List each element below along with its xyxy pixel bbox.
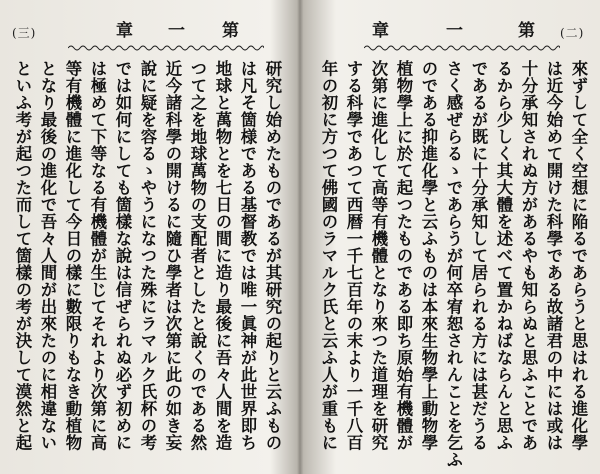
left-page <box>0 0 296 474</box>
left-text-column-5: 近今諸科學の開けるに隨ひ學者は次第に此の如き妄 <box>163 60 182 451</box>
left-text-column-1: 研究し始めたものであるが其研究の起りと云ふもの <box>263 60 282 451</box>
left-text-column-3: 地球と萬物とを七日の間に造り最後に吾々人間を造 <box>213 60 232 451</box>
right-text-column-7: のである抑進化學と云ふものは本來生物學上動物學 <box>419 60 438 451</box>
left-header-title-char-1: 章 <box>116 21 133 41</box>
left-text-column-8: は極めて下等なる有機體が生じてそれより次第に高 <box>88 60 107 451</box>
right-header-title-char-2: 一 <box>446 21 463 41</box>
right-text-column-1: 來ずして全く空想に陥るであらうと思はれる進化學 <box>569 60 588 451</box>
left-header-ornament-rule <box>68 44 264 52</box>
right-header-ornament-rule <box>364 44 560 52</box>
right-page <box>304 0 600 474</box>
left-text-column-9: 等有機體に進化して今日の樣に數限りもなき動植物 <box>63 60 82 451</box>
right-text-column-3: 十分承知されぬ方があるやも知らぬと思ふことであ <box>519 60 538 451</box>
right-text-column-2: は近今始めて開けた科學である故諸君の中には或は <box>544 60 563 451</box>
right-text-column-8: 植物學上に於て起つたものである即ち原始有機體が <box>394 60 413 451</box>
left-page-number: (三) <box>12 26 37 40</box>
left-text-column-4: つて之を地球萬物の支配者としたと說くのである然 <box>188 60 207 451</box>
left-text-column-11: といふ考が起つた而して箇樣の考が決して漠然と起 <box>13 60 32 451</box>
right-running-header <box>312 10 592 52</box>
left-running-header <box>8 10 288 52</box>
left-text-column-2: は凡そ箇様である基督教では唯一眞神が此世界即ち <box>238 60 257 451</box>
right-header-title-char-3: 第 <box>518 21 535 41</box>
right-text-column-6: さく感ぜらるゝであらうが何卒宥恕されんことを乞ふ <box>444 60 463 468</box>
left-text-column-7: では如何にしても箇樣な說は信ぜられぬ必ず初めに <box>113 60 132 451</box>
right-text-column-5: であるが既に十分承知して居られる方には甚だうる <box>469 60 488 451</box>
left-header-title-char-2: 一 <box>168 21 185 41</box>
left-header-title-char-3: 第 <box>222 21 239 41</box>
left-text-column-10: となり最後の進化で吾々人間が出來たのに相違ない <box>38 60 57 451</box>
left-text-column-6: 說に疑を容るゝやうになつた殊にラマルク氏杯の考 <box>138 60 157 451</box>
right-text-column-11: 年の初に方つて佛國のラマルク氏と云ふ人が重もに <box>319 60 338 451</box>
right-text-column-4: るから少しく其大體を述べて置かねばならんと思ふ <box>494 60 513 451</box>
right-text-column-10: する科學であつて西暦一千七百年の末より一千八百 <box>344 60 363 451</box>
right-page-number: (二) <box>560 26 585 40</box>
right-text-column-9: 次第に進化して高等有機體となり來つた道理を研究 <box>369 60 388 451</box>
right-header-title-char-1: 章 <box>372 21 389 41</box>
